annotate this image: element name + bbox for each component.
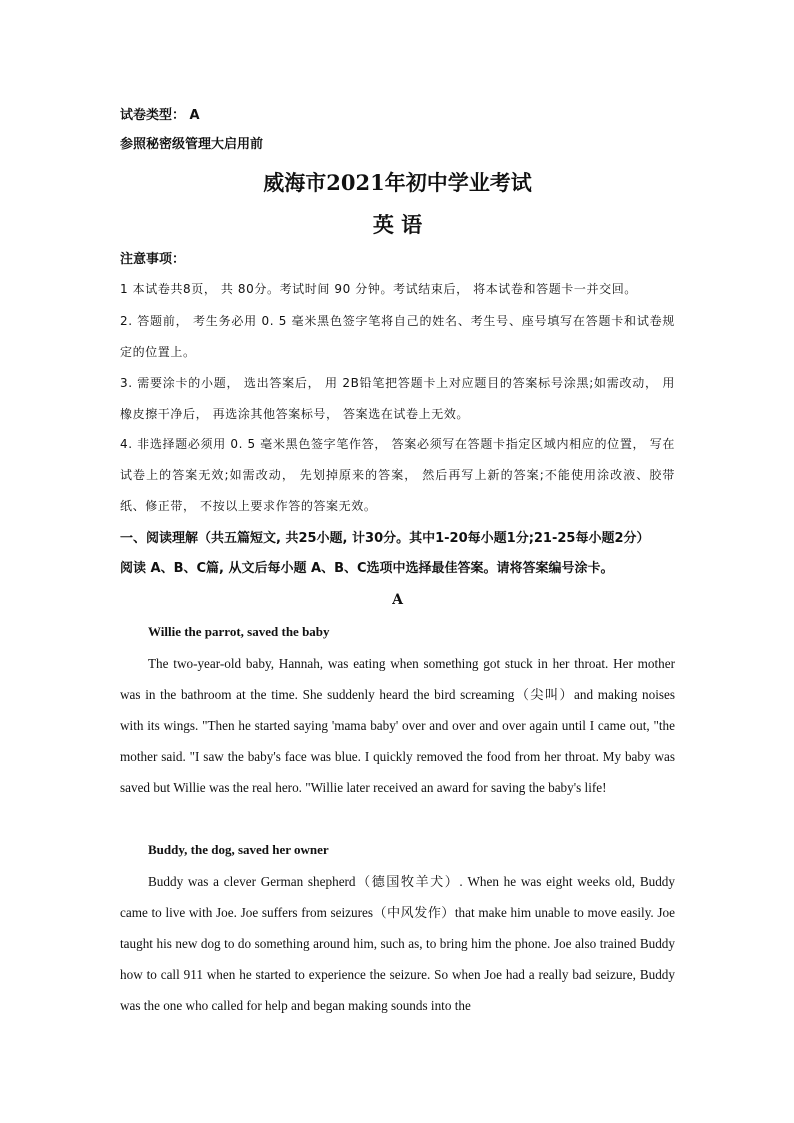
story-text-dog: Buddy was a clever German shepherd（德国牧羊犬）. When he was eight weeks old, Buddy came to live with Joe. Joe suffers from seizures（中风发作）that make him unable to move easily. Joe taught his new dog to do something around him, such as, to bring him the phone. Joe also trained Buddy how to call 911 when he started to experience the seizure. So when Joe had a really bad seizure, Buddy was the one who called for help and began making sounds into the (120, 874, 675, 1013)
subject-title: 英 语 (372, 212, 423, 237)
note-item-1: 1 本试卷共8页， 共 80分。考试时间 90 分钟。考试结束后， 将本试卷和答题卡一并交回。 (120, 282, 637, 296)
note-item-2: 2. 答题前， 考生务必用 0. 5 毫米黑色签字笔将自己的姓名、考生号、座号填写在答题卡和试卷规定的位置上。 (120, 314, 675, 359)
confidential-label: 参照秘密级管理大启用前 (120, 137, 264, 152)
notes-heading: 注意事项： (120, 252, 186, 267)
story-title-parrot: Willie the parrot, saved the baby (148, 624, 330, 639)
note-item-4: 4. 非选择题必须用 0. 5 毫米黑色签字笔作答， 答案必须写在答题卡指定区域内相应的位置， 写在试卷上的答案无效;如需改动， 先划掉原来的答案， 然后再写上新的答案;不能使用涂改液、胶带纸、修正带， 不按以上要求作答的答案无效。 (120, 437, 675, 513)
paper-type-label: 试卷类型： A (120, 108, 200, 123)
exam-title: 威海市2021年初中学业考试 (263, 170, 532, 195)
passage-letter: A (392, 592, 403, 608)
section-heading: 一、阅读理解（共五篇短文, 共25小题, 计30分。其中1-20每小题1分;21-25每小题2分） (120, 531, 650, 546)
story-text-parrot: The two-year-old baby, Hannah, was eating when something got stuck in her throat. Her mother was in the bathroom at the time. She suddenly heard the bird screaming（尖叫）and making noises with its wings. "Then he started saying 'mama baby' over and over and over again until I came out, "the mother said. "I saw the baby's face was blue. I quickly removed the food from her throat. My baby was saved but Willie was the real hero. "Willie later received an award for saving the baby's life! (120, 656, 675, 795)
note-item-3: 3. 需要涂卡的小题， 选出答案后， 用 2B铅笔把答题卡上对应题目的答案标号涂黑;如需改动， 用橡皮擦干净后， 再选涂其他答案标号， 答案选在试卷上无效。 (120, 376, 675, 421)
story-title-dog: Buddy, the dog, saved her owner (148, 842, 329, 857)
section-instruction: 阅读 A、B、C篇, 从文后每小题 A、B、C选项中选择最佳答案。请将答案编号涂卡。 (120, 561, 614, 576)
